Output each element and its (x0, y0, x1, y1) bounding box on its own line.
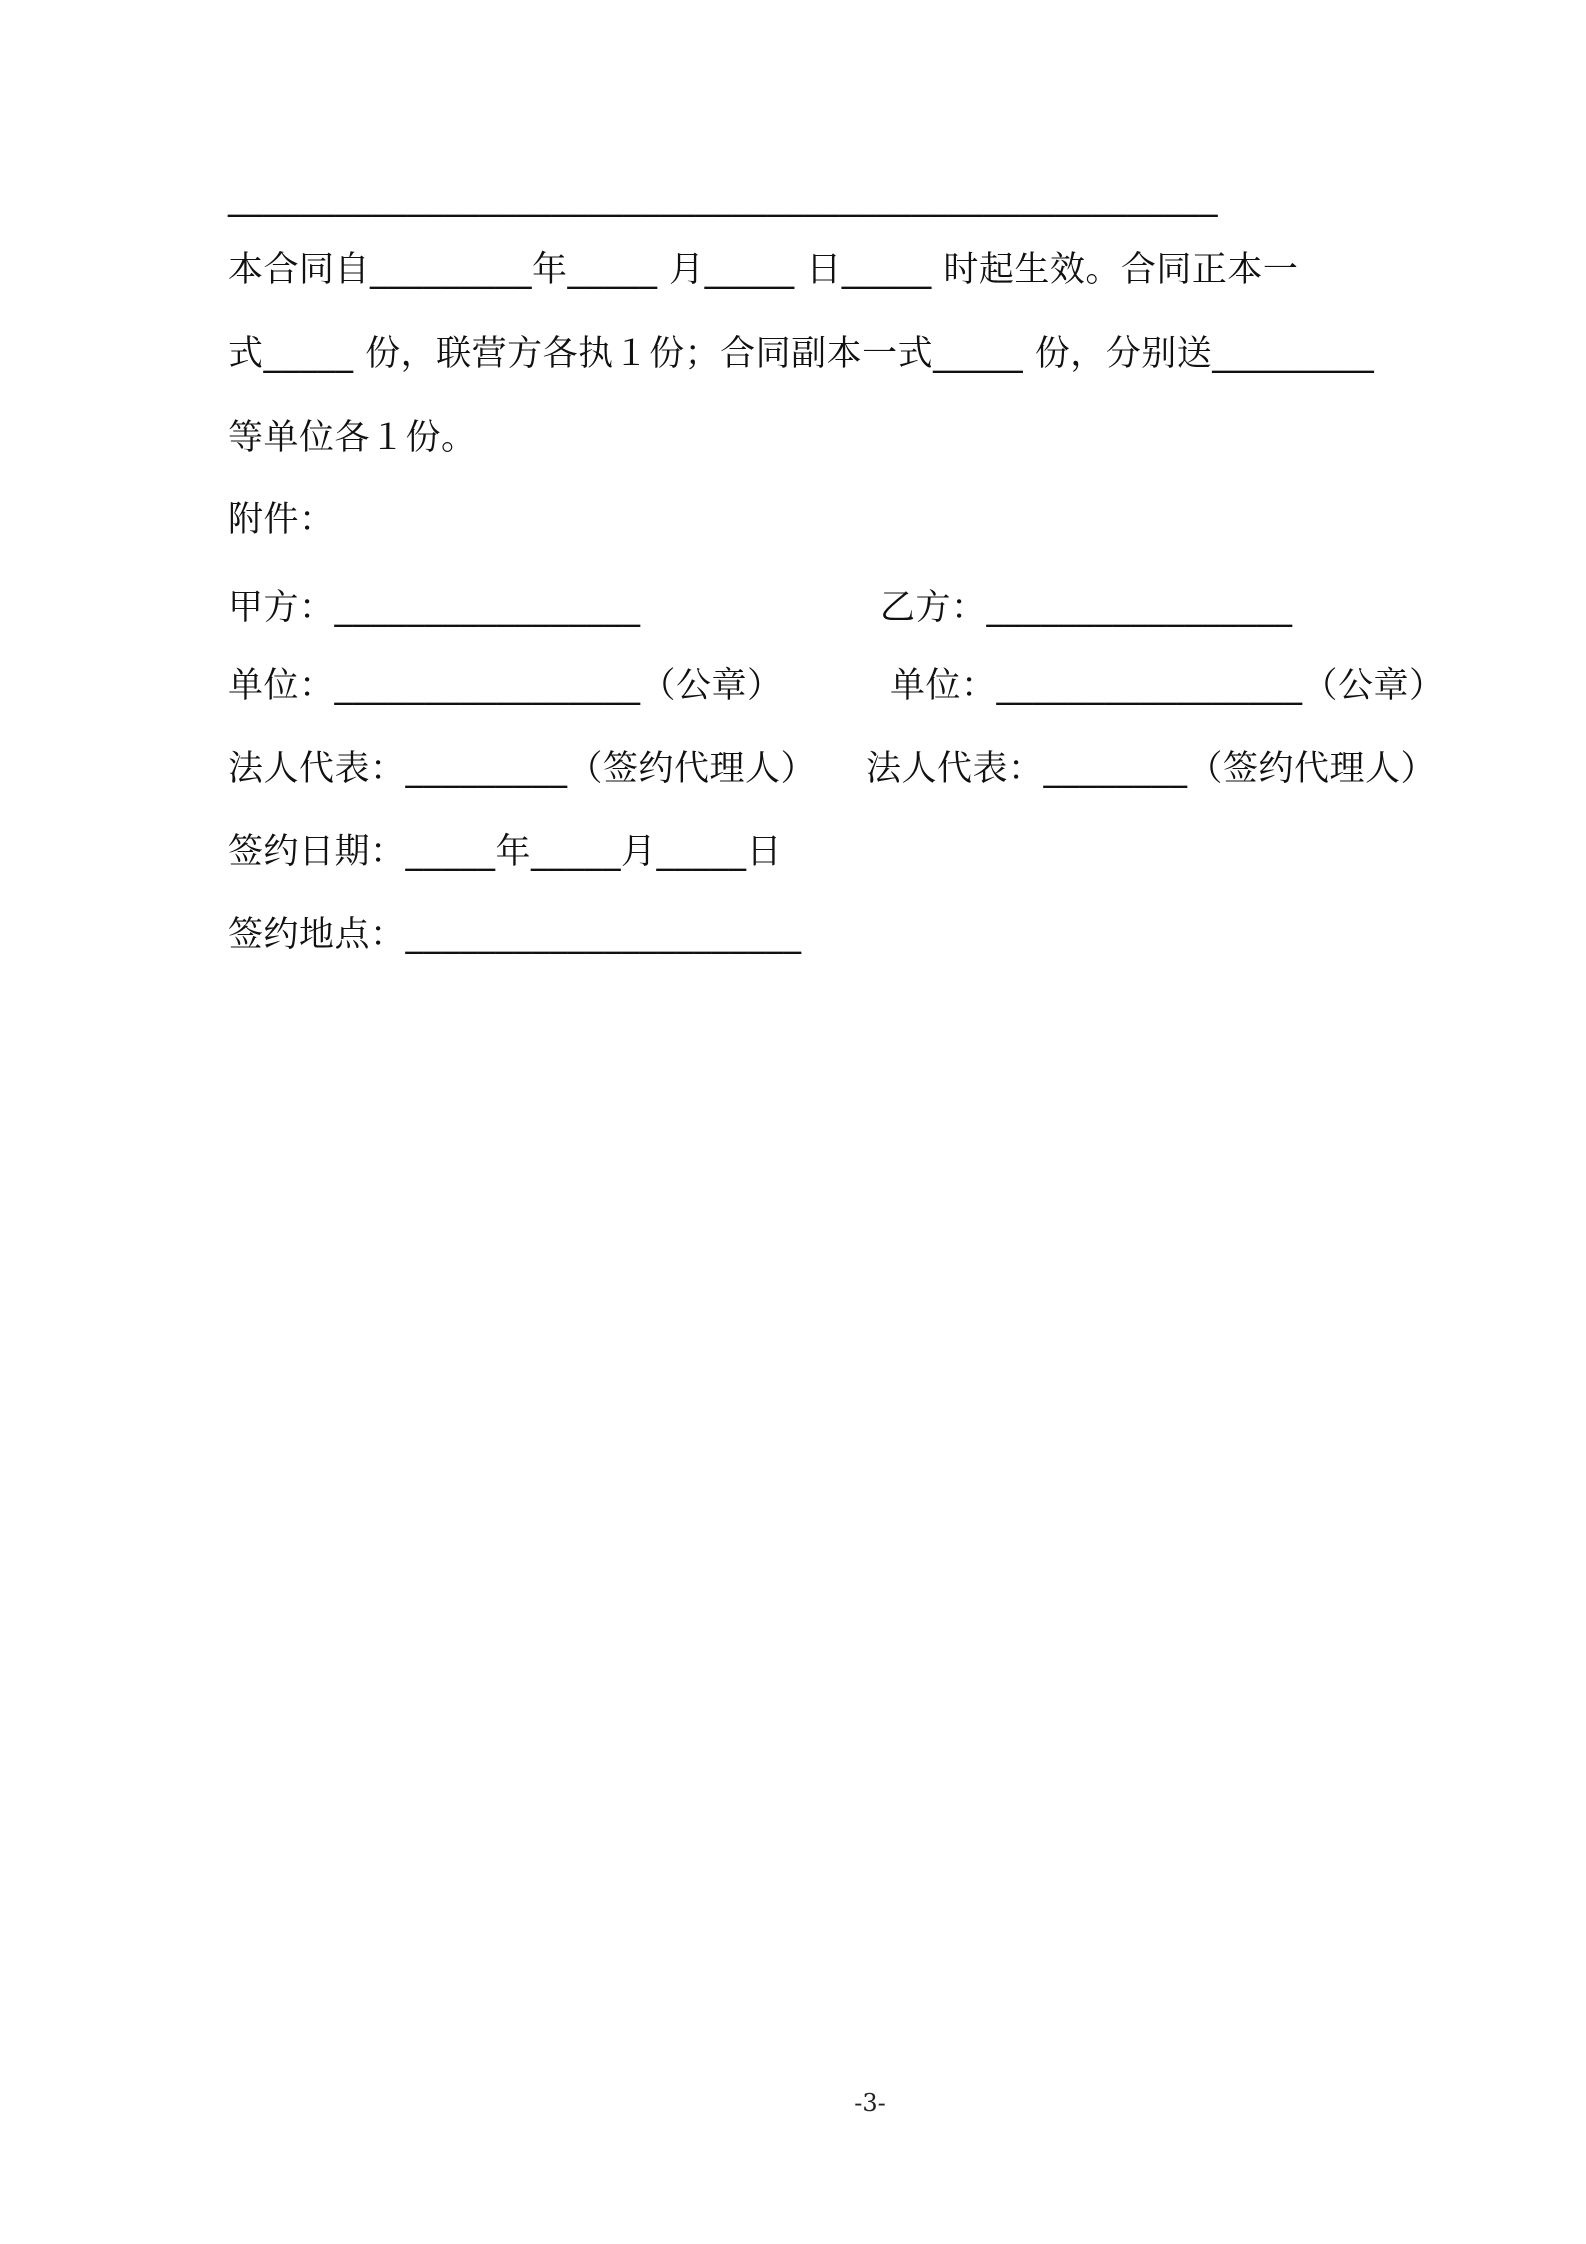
signing-place-field: 签约地点：______________________ (228, 915, 802, 955)
effective-date-clause: 本合同自_________年_____ 月_____ 日_____ 时起生效。合同正本一 (228, 250, 1299, 290)
unit-b-field: 单位：_________________（公章） (890, 666, 1445, 706)
representative-b-field: 法人代表：________（签约代理人） (866, 749, 1437, 789)
copies-clause: 式_____ 份，联营方各执１份；合同副本一式_____ 份，分别送_________ (228, 334, 1375, 374)
page-number: -3- (854, 2089, 886, 2117)
top-blank-rule: _______________________________________________________ (228, 178, 1218, 218)
party-a-field: 甲方：_________________ (228, 588, 641, 628)
unit-a-field: 单位：_________________（公章） (228, 666, 783, 706)
party-b-field: 乙方：_________________ (880, 588, 1293, 628)
distribution-clause: 等单位各１份。 (228, 418, 477, 458)
signing-date-field: 签约日期：_____年_____月_____日 (228, 832, 783, 872)
attachment-label: 附件： (228, 500, 335, 540)
representative-a-field: 法人代表：_________（签约代理人） (228, 749, 817, 789)
